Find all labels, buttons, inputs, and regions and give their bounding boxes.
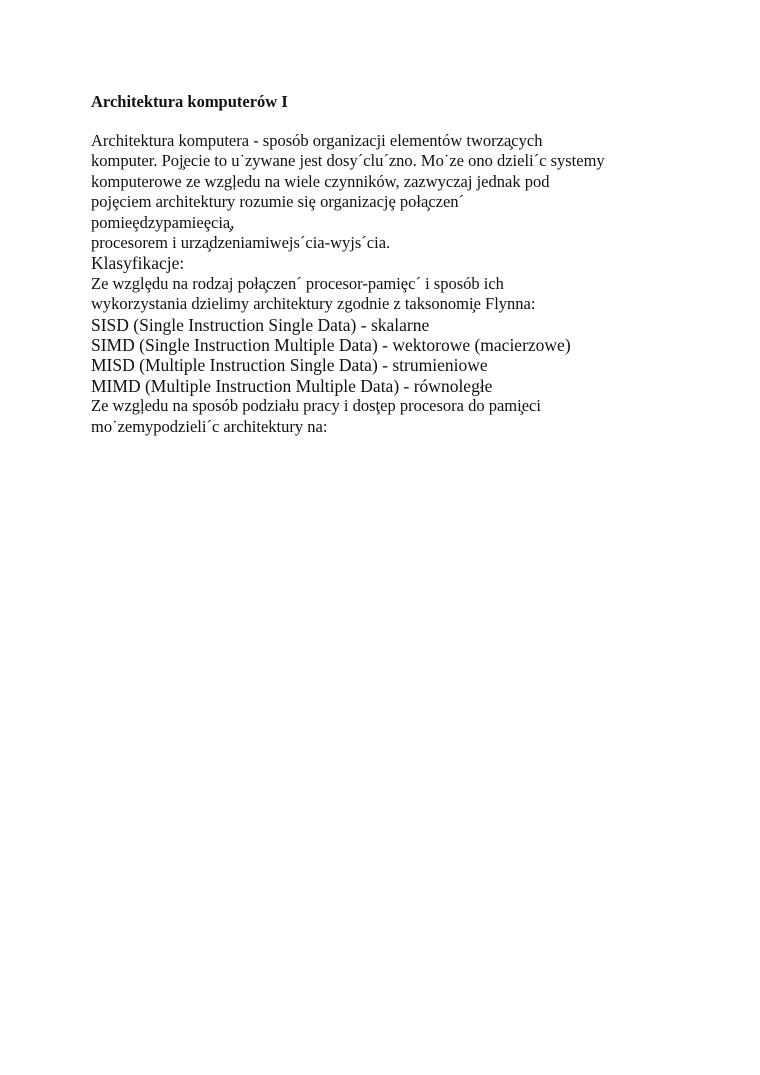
list-item-sisd: SISD (Single Instruction Single Data) - skalarne [91,314,430,335]
document-content [91,91,691,437]
paragraph-line-1: Architektura komputera - sposób organizacji elementów tworza̧cych [91,131,543,150]
paragraph-line-4: pojȩciem architektury rozumie siȩ organizacjȩ poła̧czen´ [91,192,465,212]
paragraph-line-5: pomieȩdzypamieȩcia̧, [91,212,235,232]
list-item-simd: SIMD (Single Instruction Multiple Data) - wektorowe (macierzowe) [91,335,571,356]
paragraph-line-14: Ze wzgļedu na sposób podziału pracy i dosţep procesora do pami̧eci [91,396,541,416]
document-title: Architektura komputerów I [91,92,288,111]
list-item-mimd: MIMD (Multiple Instruction Multiple Data) - równoległe [91,375,493,396]
paragraph-line-3: komputerowe ze wzgļedu na wiele czynników, zazwyczaj jednak pod [91,171,550,191]
list-item-misd: MISD (Multiple Instruction Single Data) - strumieniowe [91,355,488,376]
paragraph-line-8: Ze wzglȩdu na rodzaj poła̧czen´ procesor-pamiȩc´ i sposób ich [91,273,504,293]
paragraph-line-2: komputer. Poj̧ecie to u˙zywane jest dosy´clu´zno. Mo˙ze ono dzieli´c systemy [91,151,605,171]
paragraph-line-9: wykorzystania dzielimy architektury zgodnie z taksonomi̧e Flynna: [91,294,536,314]
section-label-klasyfikacje: Klasyfikacje: [91,253,185,274]
paragraph-line-15: mo˙zemypodzieli´c architektury na: [91,416,328,436]
paragraph-line-6: procesorem i urza̧dzeniamiwejs´cia-wyjs´cia. [91,233,391,253]
